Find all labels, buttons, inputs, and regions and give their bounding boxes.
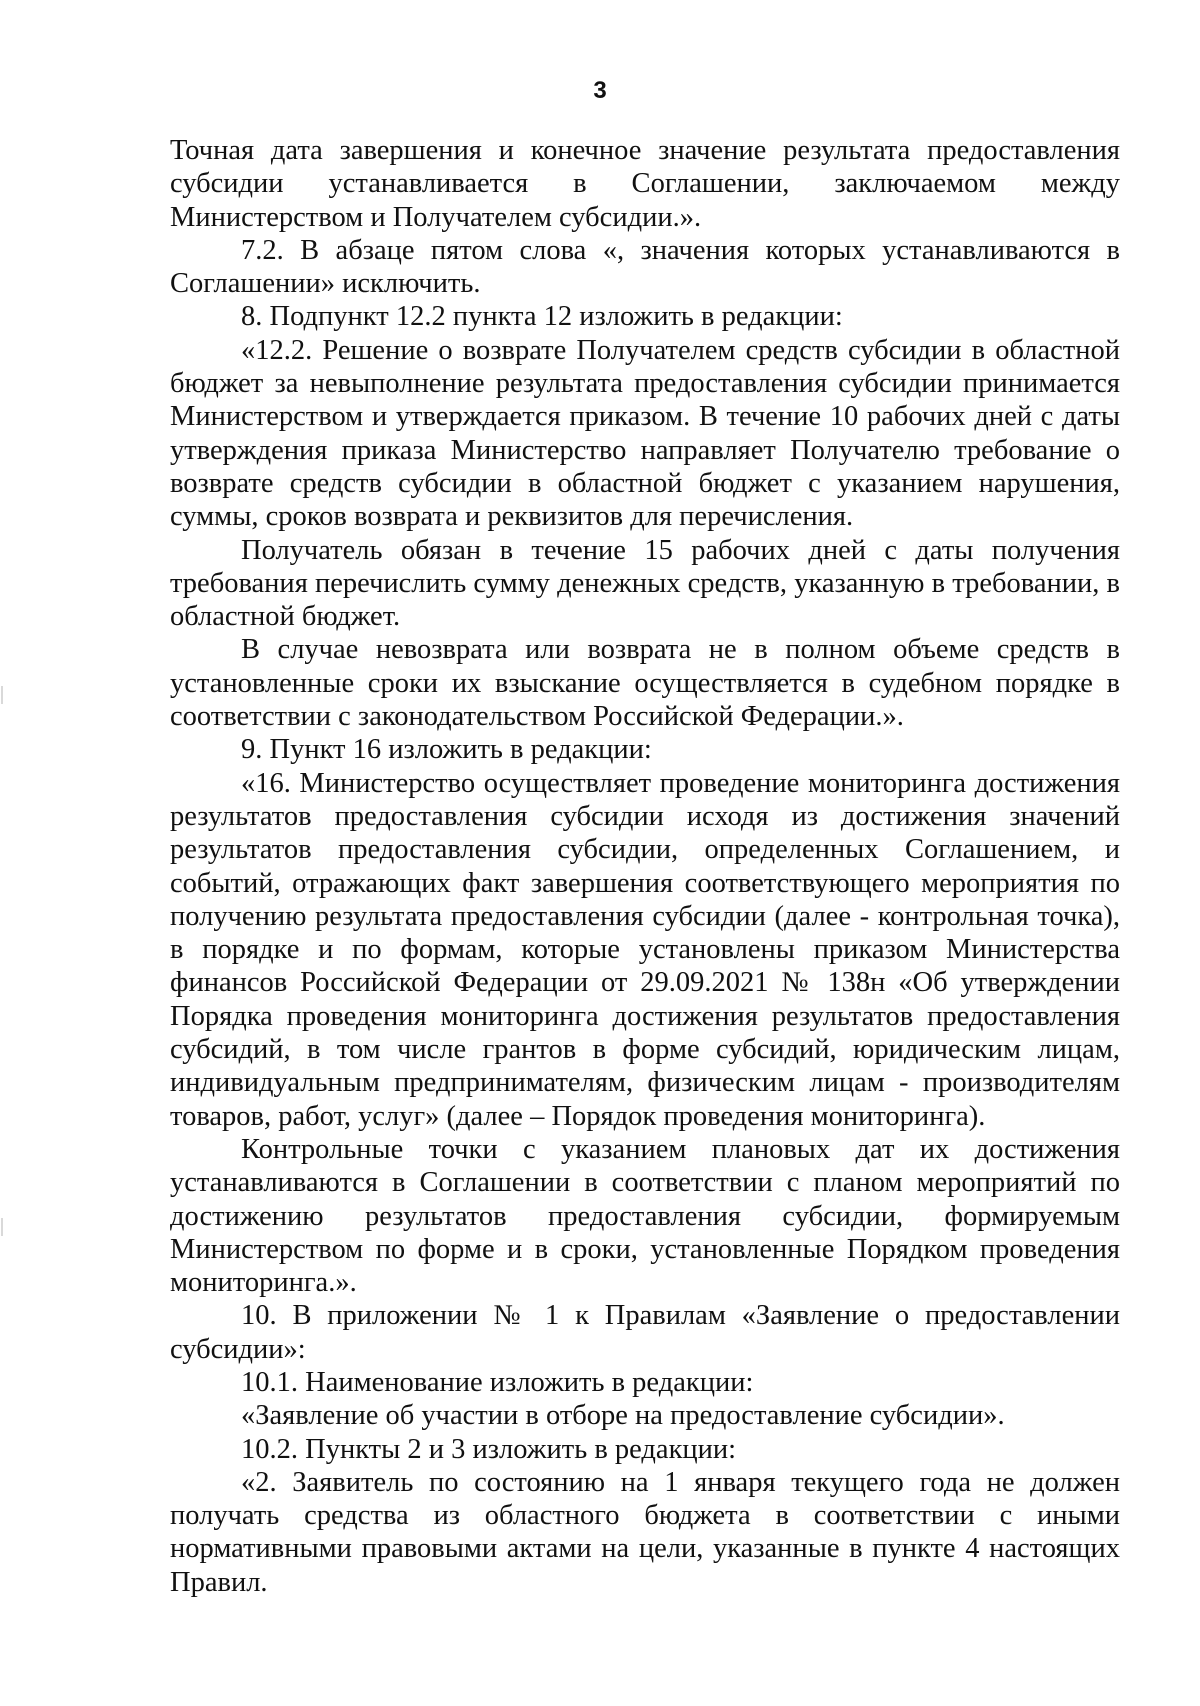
paragraph-12-2: «12.2. Решение о возврате Получателем средств субсидии в областной бюджет за невыполнение результата предоставления субсидии принимается Министерством и утверждается приказом. В течение 10 рабочих дней с даты утверждения приказа Министерство направляет Получателю требование о возврате средств субсидии в областной бюджет с указанием нарушения, суммы, сроков возврата и реквизитов для перечисления. (170, 334, 1120, 533)
paragraph-16: «16. Министерство осуществляет проведение мониторинга достижения результатов предоставления субсидии исходя из достижения значений результатов предоставления субсидии, определенных Соглашением, и событий, отражающих факт завершения соответствующего мероприятия по получению результата предоставления субсидии (далее - контрольная точка), в порядке и по формам, которые установлены приказом Министерства финансов Российской Федерации от 29.09.2021 № 138н «Об утверждении Порядка проведения мониторинга достижения результатов предоставления субсидий, в том числе грантов в форме субсидий, юридическим лицам, индивидуальным предпринимателям, физическим лицам - производителям товаров, работ, услуг» (далее – Порядок проведения мониторинга). (170, 767, 1120, 1132)
paragraph-9: 9. Пункт 16 изложить в редакции: (241, 734, 652, 766)
paragraph-10: 10. В приложении № 1 к Правилам «Заявление о предоставлении субсидии»: (170, 1300, 1120, 1365)
paragraph-non-return: В случае невозврата или возврата не в полном объеме средств в установленные сроки их взыскание осуществляется в судебном порядке в соответствии с законодательством Российской Федерации.». (170, 634, 1120, 733)
paragraph-clause-2: «2. Заявитель по состоянию на 1 января текущего года не должен получать средства из областного бюджета в соответствии с иными нормативными правовыми актами на цели, указанные в пункте 4 настоящих Правил. (170, 1466, 1120, 1598)
paragraph-7-2: 7.2. В абзаце пятом слова «, значения которых устанавливаются в Соглашении» исключить. (170, 234, 1120, 300)
page-number: 3 (593, 77, 607, 104)
scan-edge-mark (1, 1218, 3, 1236)
paragraph-recipient-obliged: Получатель обязан в течение 15 рабочих дней с даты получения требования перечислить сумму денежных средств, указанную в требовании, в областной бюджет. (170, 534, 1120, 633)
paragraph-control-points: Контрольные точки с указанием плановых дат их достижения устанавливаются в Соглашении в соответствии с планом мероприятий по достижению результатов предоставления субсидии, формируемым Министерством по форме и в сроки, установленные Порядком проведения мониторинга.». (170, 1133, 1120, 1299)
scan-edge-mark (1, 686, 3, 704)
paragraph-10-1: 10.1. Наименование изложить в редакции: (241, 1366, 754, 1398)
document-body (170, 134, 1120, 1599)
paragraph-10-2: 10.2. Пункты 2 и 3 изложить в редакции: (241, 1433, 737, 1465)
paragraph-result-date: Точная дата завершения и конечное значение результата предоставления субсидии устанавливается в Соглашении, заключаемом между Министерством и Получателем субсидии.». (170, 135, 1120, 233)
paragraph-application-title: «Заявление об участии в отборе на предоставление субсидии». (241, 1400, 1005, 1432)
paragraph-8: 8. Подпункт 12.2 пункта 12 изложить в редакции: (241, 301, 843, 333)
